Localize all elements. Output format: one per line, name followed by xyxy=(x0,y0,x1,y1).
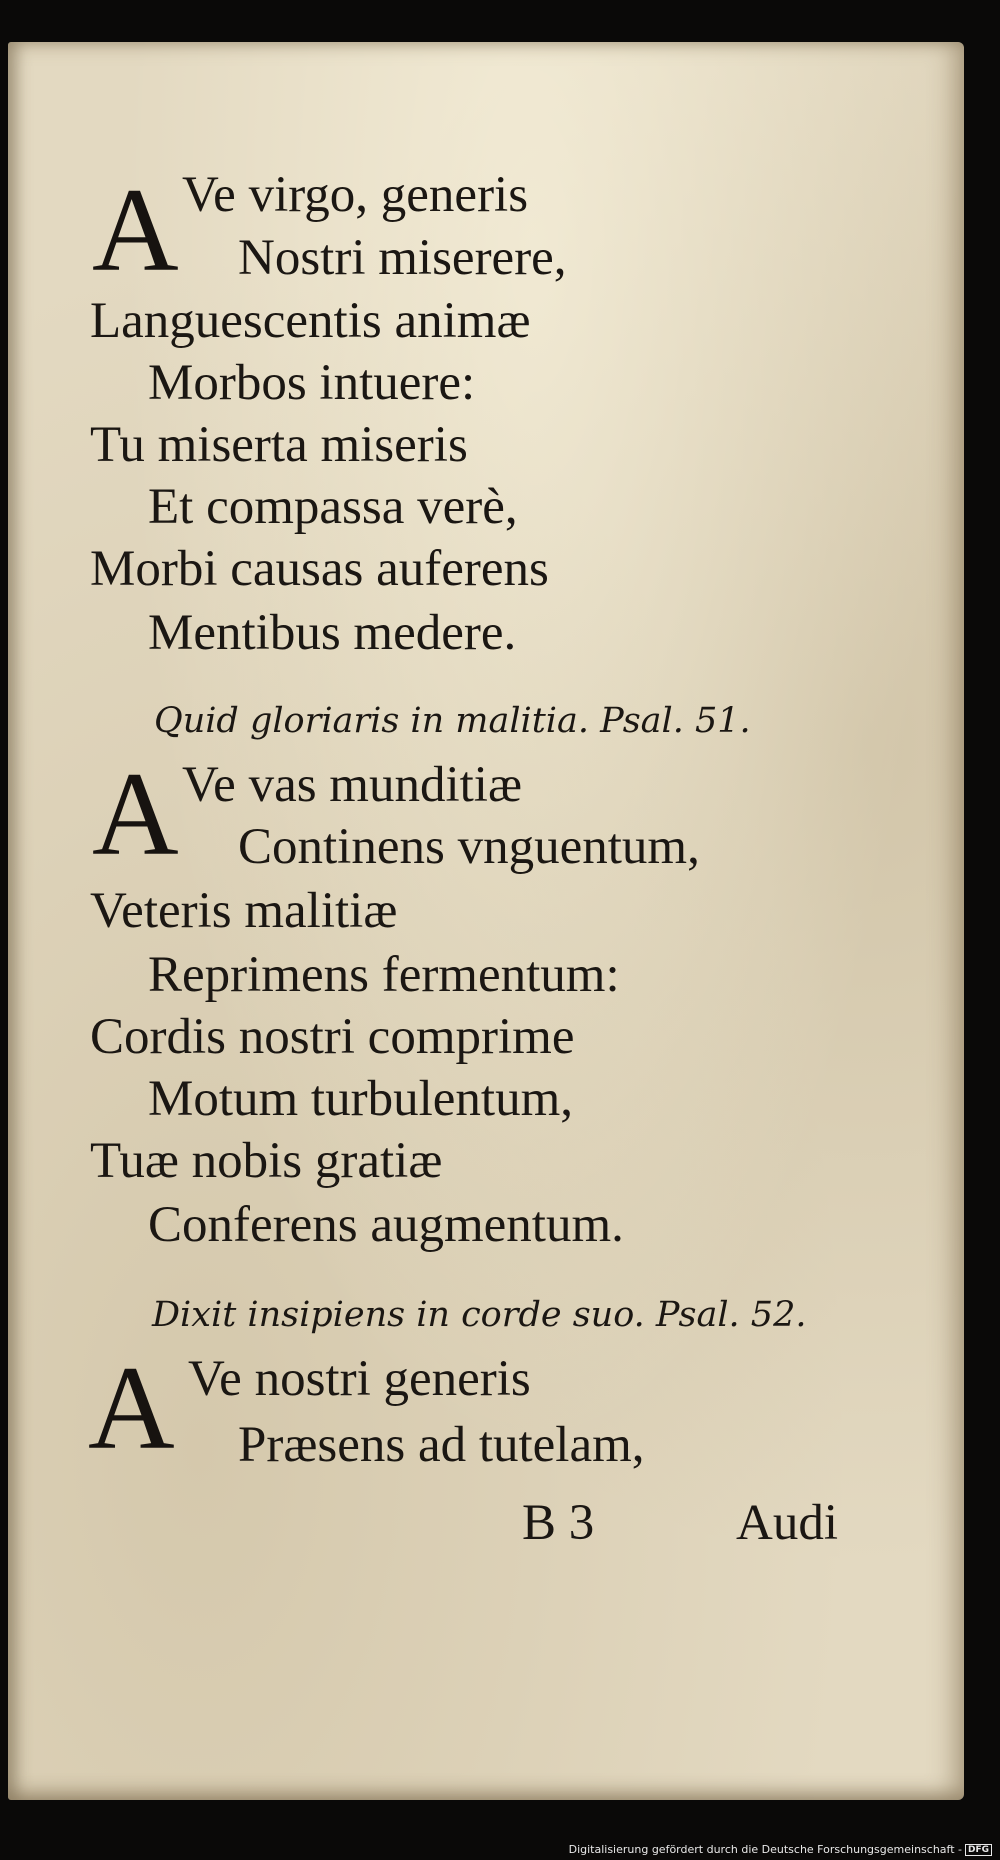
verse-line: Continens vnguentum, xyxy=(238,819,700,875)
credit-text: Digitalisierung gefördert durch die Deutsche Forschungsgemeinschaft - xyxy=(568,1843,962,1856)
dfg-logo-icon: DFG xyxy=(965,1844,992,1856)
drop-cap: A xyxy=(92,163,179,296)
verse-line: Veteris malitiæ xyxy=(90,883,398,939)
verse-line: Præsens ad tutelam, xyxy=(238,1417,645,1473)
psalm-rubric: Quid gloriaris in malitia. Psal. 51. xyxy=(154,701,751,741)
verse-line: Mentibus medere. xyxy=(148,605,517,661)
verse-line: Cordis nostri comprime xyxy=(90,1009,575,1065)
signature-mark: B 3 xyxy=(522,1495,595,1551)
digitization-credit xyxy=(0,1843,1000,1856)
verse-line: Ve virgo, generis xyxy=(182,167,529,223)
verse-line: Ve vas munditiæ xyxy=(182,757,522,813)
verse-line: Nostri miserere, xyxy=(238,230,567,286)
drop-cap: A xyxy=(92,747,179,880)
verse-line: Conferens augmentum. xyxy=(148,1197,624,1253)
verse-line: Ve nostri generis xyxy=(188,1351,531,1407)
verse-line: Languescentis animæ xyxy=(90,293,531,349)
verse-line: Morbi causas auferens xyxy=(90,541,549,597)
drop-cap: A xyxy=(88,1341,175,1474)
verse-line: Tu miserta miseris xyxy=(90,417,468,473)
page-text xyxy=(8,42,964,1800)
catchword: Audi xyxy=(736,1495,838,1551)
verse-line: Reprimens fermentum: xyxy=(148,947,620,1003)
verse-line: Morbos intuere: xyxy=(148,355,476,411)
psalm-rubric: Dixit insipiens in corde suo. Psal. 52. xyxy=(152,1295,807,1335)
verse-line: Motum turbulentum, xyxy=(148,1071,573,1127)
book-page xyxy=(8,42,964,1800)
verse-line: Et compassa verè, xyxy=(148,479,518,535)
verse-line: Tuæ nobis gratiæ xyxy=(90,1133,443,1189)
